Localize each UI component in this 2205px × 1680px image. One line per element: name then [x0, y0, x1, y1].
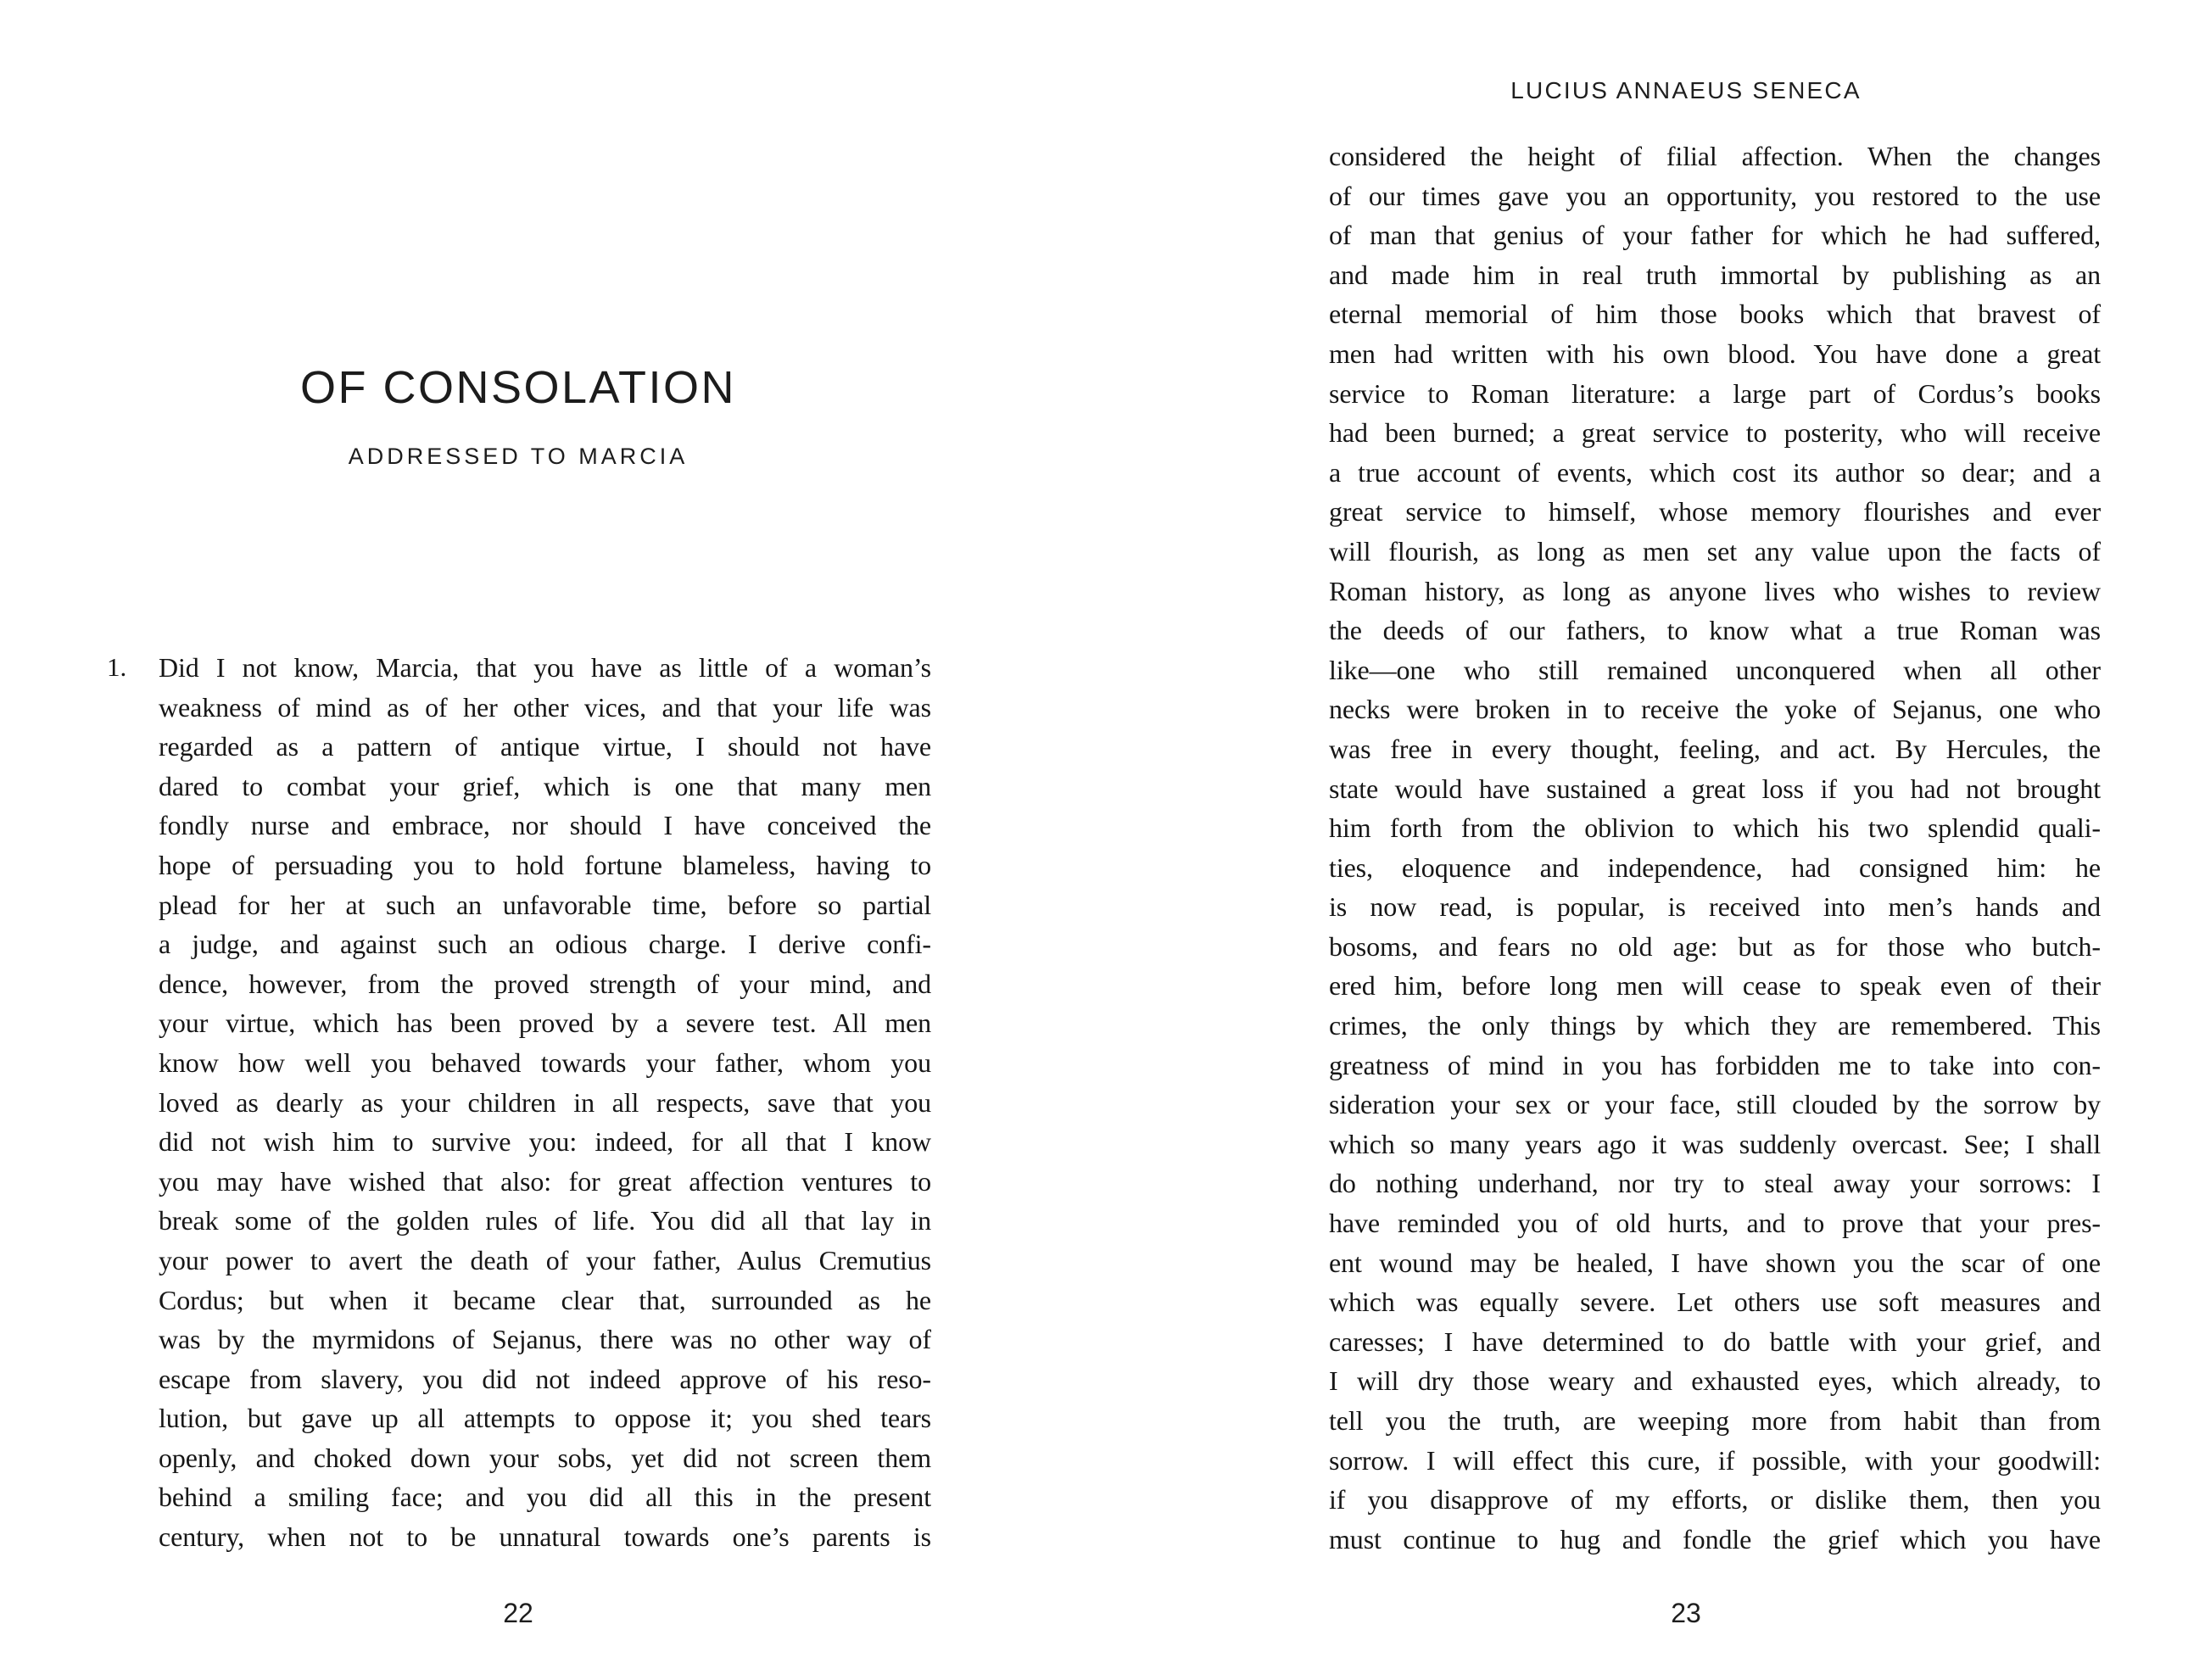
- text-line: service to Roman literature: a large part of Cordus’s books: [1329, 377, 2101, 409]
- text-line: him forth from the oblivion to which his two splendid quali-: [1329, 812, 2101, 844]
- text-line: eternal memorial of him those books which that bravest of: [1329, 299, 2101, 330]
- text-line: escape from slavery, you did not indeed approve of his reso-: [159, 1363, 931, 1394]
- right-page-body: [1329, 137, 2101, 1559]
- text-line: regarded as a pattern of antique virtue, I should not have: [159, 731, 931, 762]
- text-line: greatness of mind in you has forbidden me to take into con-: [1329, 1049, 2101, 1080]
- text-line: crimes, the only things by which they are remembered. This: [1329, 1010, 2101, 1041]
- text-line: do nothing underhand, nor try to steal away your sorrows: I: [1329, 1168, 2101, 1199]
- text-line: dared to combat your grief, which is one that many men: [159, 770, 931, 801]
- text-line: of our times gave you an opportunity, you restored to the use: [1329, 180, 2101, 211]
- running-header-author: LUCIUS ANNAEUS SENECA: [1510, 77, 1862, 103]
- left-page-body: [159, 648, 931, 1557]
- text-line: hope of persuading you to hold fortune blameless, having to: [159, 849, 931, 880]
- text-line: sorrow. I will effect this cure, if possible, with your goodwill:: [1329, 1444, 2101, 1476]
- left-page: [0, 0, 1102, 1680]
- left-page-number: 22: [503, 1598, 533, 1628]
- text-line: century, when not to be unnatural towards one’s parents is: [159, 1521, 931, 1553]
- text-line: Roman history, as long as anyone lives who wishes to review: [1329, 575, 2101, 606]
- text-line: ered him, before long men will cease to speak even of their: [1329, 970, 2101, 1002]
- text-line: tell you the truth, are weeping more from habit than from: [1329, 1405, 2101, 1436]
- text-line: Did I not know, Marcia, that you have as little of a woman’s: [159, 652, 931, 683]
- chapter-title: OF CONSOLATION: [299, 362, 737, 414]
- text-line: I will dry those weary and exhausted eyes, which already, to: [1329, 1365, 2101, 1397]
- text-line: ties, eloquence and independence, had consigned him: he: [1329, 851, 2101, 883]
- text-line: necks were broken in to receive the yoke of Sejanus, one who: [1329, 694, 2101, 725]
- text-line: know how well you behaved towards your father, whom you: [159, 1047, 931, 1078]
- paragraph-number: 1.: [107, 652, 127, 682]
- text-line: was free in every thought, feeling, and act. By Hercules, the: [1329, 733, 2101, 764]
- text-line: lution, but gave up all attempts to oppose it; you shed tears: [159, 1403, 931, 1434]
- text-line: caresses; I have determined to do battle with your grief, and: [1329, 1326, 2101, 1357]
- text-line: ent wound may be healed, I have shown you the scar of one: [1329, 1247, 2101, 1278]
- text-line: loved as dearly as your children in all respects, save that you: [159, 1086, 931, 1118]
- text-line: state would have sustained a great loss if you had not brought: [1329, 773, 2101, 804]
- right-page: [1102, 0, 2205, 1680]
- text-line: plead for her at such an unfavorable time, before so partial: [159, 889, 931, 920]
- text-line: considered the height of filial affection. When the changes: [1329, 141, 2101, 171]
- text-line: if you disapprove of my efforts, or dislike them, then you: [1329, 1484, 2101, 1515]
- text-line: was by the myrmidons of Sejanus, there was no other way of: [159, 1324, 931, 1355]
- text-line: openly, and choked down your sobs, yet did not screen them: [159, 1442, 931, 1473]
- text-line: had been burned; a great service to posterity, who will receive: [1329, 417, 2101, 449]
- text-line: weakness of mind as of her other vices, and that your life was: [159, 691, 931, 723]
- text-line: your power to avert the death of your father, Aulus Cremutius: [159, 1244, 931, 1275]
- right-page-number: 23: [1671, 1598, 1701, 1628]
- text-line: men had written with his own blood. You have done a great: [1329, 338, 2101, 369]
- text-line: a true account of events, which cost its author so dear; and a: [1329, 456, 2101, 488]
- text-line: great service to himself, whose memory flourishes and ever: [1329, 496, 2101, 527]
- text-line: fondly nurse and embrace, nor should I have conceived the: [159, 810, 931, 841]
- text-line: Cordus; but when it became clear that, surrounded as he: [159, 1284, 931, 1315]
- text-line: bosoms, and fears no old age: but as for those who butch-: [1329, 930, 2101, 962]
- text-line: which so many years ago it was suddenly overcast. See; I shall: [1329, 1128, 2101, 1159]
- text-line: must continue to hug and fondle the grief which you have: [1329, 1523, 2101, 1554]
- text-line: break some of the golden rules of life. You did all that lay in: [159, 1205, 931, 1236]
- text-line: you may have wished that also: for great affection ventures to: [159, 1165, 931, 1197]
- text-line: have reminded you of old hurts, and to prove that your pres-: [1329, 1208, 2101, 1239]
- chapter-subtitle: ADDRESSED TO MARCIA: [348, 444, 689, 470]
- text-line: of man that genius of your father for which he had suffered,: [1329, 220, 2101, 251]
- text-line: like—one who still remained unconquered when all other: [1329, 654, 2101, 685]
- text-line: your virtue, which has been proved by a severe test. All men: [159, 1007, 931, 1039]
- text-line: behind a smiling face; and you did all this in the present: [159, 1482, 931, 1513]
- text-line: did not wish him to survive you: indeed, for all that I know: [159, 1126, 931, 1158]
- text-line: and made him in real truth immortal by publishing as an: [1329, 259, 2101, 290]
- text-line: which was equally severe. Let others use soft measures and: [1329, 1287, 2101, 1318]
- text-line: will flourish, as long as men set any value upon the facts of: [1329, 535, 2101, 567]
- text-line: dence, however, from the proved strength of your mind, and: [159, 968, 931, 999]
- text-line: is now read, is popular, is received into men’s hands and: [1329, 891, 2101, 923]
- text-line: a judge, and against such an odious charge. I derive confi-: [159, 929, 931, 960]
- text-line: the deeds of our fathers, to know what a true Roman was: [1329, 615, 2101, 646]
- text-line: sideration your sex or your face, still clouded by the sorrow by: [1329, 1089, 2101, 1120]
